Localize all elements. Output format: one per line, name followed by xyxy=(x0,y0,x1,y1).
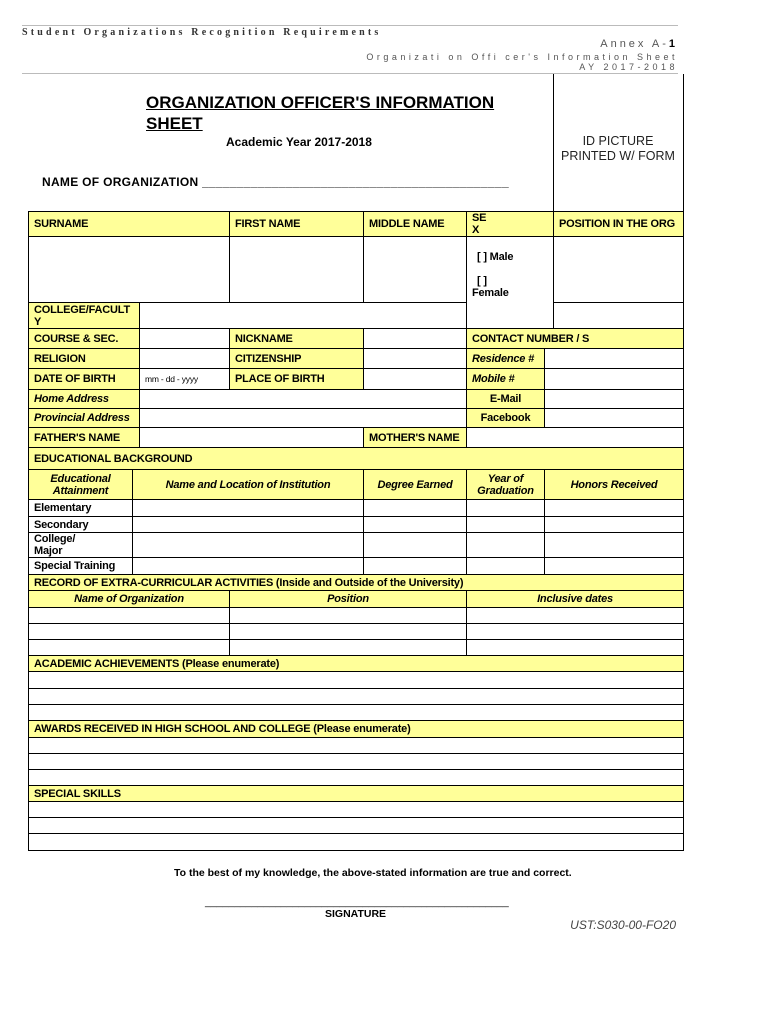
elementary-label: Elementary xyxy=(28,499,133,517)
facebook-label: Facebook xyxy=(466,408,545,428)
surname-header: SURNAME xyxy=(28,211,230,237)
college-honors-input[interactable] xyxy=(544,532,684,558)
id-picture-placeholder: ID PICTURE PRINTED W/ FORM xyxy=(561,134,675,163)
nickname-input[interactable] xyxy=(363,328,467,349)
residence-input[interactable] xyxy=(544,348,684,369)
annex-label: Annex A-1 xyxy=(600,38,678,50)
mobile-input[interactable] xyxy=(544,368,684,390)
year-header: Year of Graduation xyxy=(466,469,545,500)
extra-org-header: Name of Organization xyxy=(28,590,230,608)
skill-line[interactable] xyxy=(28,817,684,834)
extra-dates-header: Inclusive dates xyxy=(466,590,684,608)
father-input[interactable] xyxy=(139,427,364,448)
award-line[interactable] xyxy=(28,737,684,754)
religion-label: RELIGION xyxy=(28,348,140,369)
pob-input[interactable] xyxy=(363,368,467,390)
extracurricular-heading: RECORD OF EXTRA-CURRICULAR ACTIVITIES (Inside and Outside of the University) xyxy=(28,574,684,591)
religion-input[interactable] xyxy=(139,348,230,369)
college-major-label: College/ Major xyxy=(28,532,133,558)
document-series: Student Organizations Recognition Requirements xyxy=(22,27,382,38)
email-label: E-Mail xyxy=(466,389,545,409)
achievement-line[interactable] xyxy=(28,671,684,689)
extra-dates-input[interactable] xyxy=(466,607,684,624)
extra-position-input[interactable] xyxy=(229,623,467,640)
skill-line[interactable] xyxy=(28,833,684,851)
elementary-honors-input[interactable] xyxy=(544,499,684,517)
female-label: Female xyxy=(472,287,509,299)
middle-name-header: MIDDLE NAME xyxy=(363,211,467,237)
dob-label: DATE OF BIRTH xyxy=(28,368,140,390)
provincial-address-input[interactable] xyxy=(139,408,467,428)
provincial-address-label: Provincial Address xyxy=(28,408,140,428)
signature-label: SIGNATURE xyxy=(325,908,387,920)
sex-options xyxy=(466,236,554,329)
extra-dates-input[interactable] xyxy=(466,623,684,640)
college-input[interactable] xyxy=(139,302,467,329)
male-checkbox[interactable]: [ ] Male xyxy=(477,251,514,263)
award-line[interactable] xyxy=(28,753,684,770)
first-name-header: FIRST NAME xyxy=(229,211,364,237)
sex-header: SE X xyxy=(466,211,554,237)
college-degree-input[interactable] xyxy=(363,532,467,558)
id-box-right-border xyxy=(683,74,684,212)
position-header: POSITION IN THE ORG xyxy=(553,211,684,237)
achievement-line[interactable] xyxy=(28,704,684,721)
special-training-label: Special Training xyxy=(28,557,133,575)
surname-input[interactable] xyxy=(28,236,230,303)
training-degree-input[interactable] xyxy=(363,557,467,575)
achievements-heading: ACADEMIC ACHIEVEMENTS (Please enumerate) xyxy=(28,655,684,672)
academic-year: Academic Year 2017-2018 xyxy=(226,135,372,149)
attainment-header: Educational Attainment xyxy=(28,469,133,500)
college-year-input[interactable] xyxy=(466,532,545,558)
citizenship-input[interactable] xyxy=(363,348,467,369)
extra-position-input[interactable] xyxy=(229,639,467,656)
training-institution-input[interactable] xyxy=(132,557,364,575)
education-heading: EDUCATIONAL BACKGROUND xyxy=(28,447,684,470)
elementary-degree-input[interactable] xyxy=(363,499,467,517)
institution-header: Name and Location of Institution xyxy=(132,469,364,500)
dob-input[interactable]: mm - dd - yyyy xyxy=(139,368,230,390)
elementary-year-input[interactable] xyxy=(466,499,545,517)
header-rule-bottom xyxy=(22,73,678,74)
course-label: COURSE & SEC. xyxy=(28,328,140,349)
extra-org-input[interactable] xyxy=(28,607,230,624)
home-address-input[interactable] xyxy=(139,389,467,409)
female-checkbox[interactable]: [ ] xyxy=(477,275,487,287)
organization-name-field[interactable]: NAME OF ORGANIZATION ____________________________________________ xyxy=(42,175,509,189)
contact-label: CONTACT NUMBER / S xyxy=(466,328,684,349)
certification-statement: To the best of my knowledge, the above-stated information are true and correct. xyxy=(174,867,572,879)
first-name-input[interactable] xyxy=(229,236,364,303)
facebook-input[interactable] xyxy=(544,408,684,428)
position-input-extra[interactable] xyxy=(553,302,684,329)
pob-label: PLACE OF BIRTH xyxy=(229,368,364,390)
mother-input[interactable] xyxy=(466,427,684,448)
extra-position-header: Position xyxy=(229,590,467,608)
training-honors-input[interactable] xyxy=(544,557,684,575)
extra-org-input[interactable] xyxy=(28,623,230,640)
header-rule xyxy=(22,25,678,26)
id-box-left-border xyxy=(553,74,554,212)
extra-org-input[interactable] xyxy=(28,639,230,656)
home-address-label: Home Address xyxy=(28,389,140,409)
college-label: COLLEGE/FACULT Y xyxy=(28,302,140,329)
father-label: FATHER'S NAME xyxy=(28,427,140,448)
degree-header: Degree Earned xyxy=(363,469,467,500)
college-institution-input[interactable] xyxy=(132,532,364,558)
academic-year-header: AY 2017-2018 xyxy=(579,62,678,72)
secondary-degree-input[interactable] xyxy=(363,516,467,533)
honors-header: Honors Received xyxy=(544,469,684,500)
awards-heading: AWARDS RECEIVED IN HIGH SCHOOL AND COLLEGE (Please enumerate) xyxy=(28,720,684,738)
training-year-input[interactable] xyxy=(466,557,545,575)
email-input[interactable] xyxy=(544,389,684,409)
sheet-subtitle: Organizati on Offi cer's Information Sheet xyxy=(366,52,678,62)
secondary-year-input[interactable] xyxy=(466,516,545,533)
form-title: ORGANIZATION OFFICER'S INFORMATION SHEET xyxy=(146,93,495,133)
mobile-label: Mobile # xyxy=(466,368,545,390)
middle-name-input[interactable] xyxy=(363,236,467,303)
extra-position-input[interactable] xyxy=(229,607,467,624)
citizenship-label: CITIZENSHIP xyxy=(229,348,364,369)
nickname-label: NICKNAME xyxy=(229,328,364,349)
form-code: UST:S030-00-FO20 xyxy=(570,918,676,932)
secondary-institution-input[interactable] xyxy=(132,516,364,533)
secondary-label: Secondary xyxy=(28,516,133,533)
skill-line[interactable] xyxy=(28,801,684,818)
signature-line[interactable]: ____________________________________________________ xyxy=(205,896,509,908)
extra-dates-input[interactable] xyxy=(466,639,684,656)
mother-label: MOTHER'S NAME xyxy=(363,427,467,448)
achievement-line[interactable] xyxy=(28,688,684,705)
residence-label: Residence # xyxy=(466,348,545,369)
elementary-institution-input[interactable] xyxy=(132,499,364,517)
award-line[interactable] xyxy=(28,769,684,786)
skills-heading: SPECIAL SKILLS xyxy=(28,785,684,802)
position-input[interactable] xyxy=(553,236,684,303)
course-input[interactable] xyxy=(139,328,230,349)
secondary-honors-input[interactable] xyxy=(544,516,684,533)
